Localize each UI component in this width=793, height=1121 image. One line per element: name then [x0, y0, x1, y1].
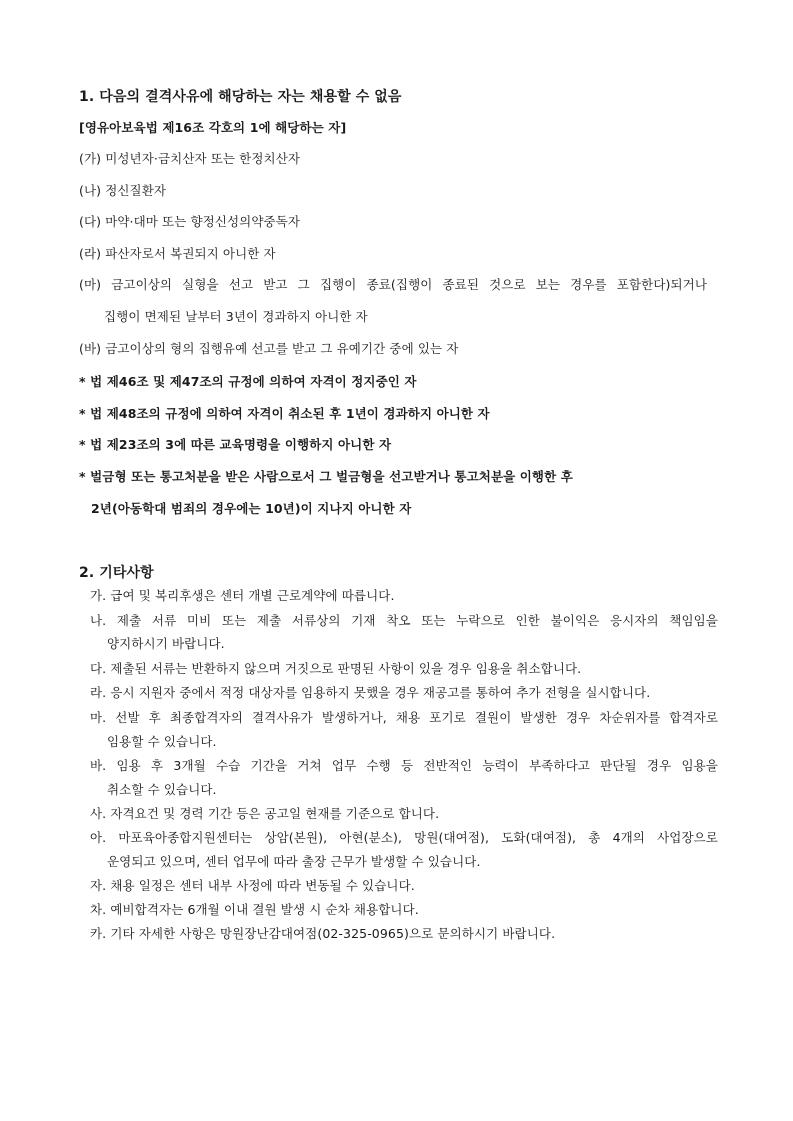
list-item-continuation: 임용할 수 있습니다.: [107, 734, 217, 749]
list-item-continuation: 집행이 면제된 날부터 3년이 경과하지 아니한 자: [104, 309, 368, 324]
list-item: 나. 제출 서류 미비 또는 제출 서류상의 기재 착오 또는 누락으로 인한 불이익은 응시자의 책임임을: [90, 613, 718, 628]
list-item: 카. 기타 자세한 사항은 망원장난감대여점(02-325-0965)으로 문의하시기 바랍니다.: [90, 926, 556, 941]
section1-subheading: [영유아보육법 제16조 각호의 1에 해당하는 자]: [79, 120, 347, 135]
section1-heading: 1. 다음의 결격사유에 해당하는 자는 채용할 수 없음: [79, 89, 402, 105]
list-item: (나) 정신질환자: [79, 183, 167, 198]
list-item-continuation: 취소할 수 있습니다.: [107, 782, 217, 797]
list-item: 가. 급여 및 복리후생은 센터 개별 근로계약에 따릅니다.: [90, 588, 395, 603]
star-item: * 법 제23조의 3에 따른 교육명령을 이행하지 아니한 자: [79, 437, 392, 452]
list-item: 다. 제출된 서류는 반환하지 않으며 거짓으로 판명된 사항이 있을 경우 임용을 취소합니다.: [90, 661, 582, 676]
list-item: 마. 선발 후 최종합격자의 결격사유가 발생하거나, 채용 포기로 결원이 발생한 경우 차순위자를 합격자로: [90, 710, 718, 725]
list-item: 사. 자격요건 및 경력 기간 등은 공고일 현재를 기준으로 합니다.: [90, 806, 440, 821]
star-item: * 벌금형 또는 통고처분을 받은 사람으로서 그 벌금형을 선고받거나 통고처분을 이행한 후: [79, 469, 573, 484]
star-item-continuation: 2년(아동학대 범죄의 경우에는 10년)이 지나지 아니한 자: [91, 501, 412, 516]
list-item: 자. 채용 일정은 센터 내부 사정에 따라 변동될 수 있습니다.: [90, 878, 415, 893]
list-item: (다) 마약·대마 또는 향정신성의약중독자: [79, 214, 301, 229]
star-item: * 법 제48조의 규정에 의하여 자격이 취소된 후 1년이 경과하지 아니한 자: [79, 406, 490, 421]
list-item: 차. 예비합격자는 6개월 이내 결원 발생 시 순차 채용합니다.: [90, 902, 419, 917]
list-item: (가) 미성년자·금치산자 또는 한정치산자: [79, 151, 301, 166]
list-item: 라. 응시 지원자 중에서 적정 대상자를 임용하지 못했을 경우 재공고를 통하여 추가 전형을 실시합니다.: [90, 685, 651, 700]
list-item: 아. 마포육아종합지원센터는 상암(본원), 아현(분소), 망원(대여점), 도화(대여점), 총 4개의 사업장으로: [90, 830, 718, 845]
section2-heading: 2. 기타사항: [79, 565, 154, 581]
list-item: (바) 금고이상의 형의 집행유예 선고를 받고 그 유예기간 중에 있는 자: [79, 341, 459, 356]
list-item-continuation: 양지하시기 바랍니다.: [107, 636, 225, 651]
list-item: 바. 임용 후 3개월 수습 기간을 거쳐 업무 수행 등 전반적인 능력이 부족하다고 판단될 경우 임용을: [90, 758, 718, 773]
star-item: * 법 제46조 및 제47조의 규정에 의하여 자격이 정지중인 자: [79, 374, 417, 389]
list-item: (라) 파산자로서 복권되지 아니한 자: [79, 246, 276, 261]
list-item: (마) 금고이상의 실형을 선고 받고 그 집행이 종료(집행이 종료된 것으로 보는 경우를 포함한다)되거나: [79, 277, 707, 292]
list-item-continuation: 운영되고 있으며, 센터 업무에 따라 출장 근무가 발생할 수 있습니다.: [107, 854, 481, 869]
